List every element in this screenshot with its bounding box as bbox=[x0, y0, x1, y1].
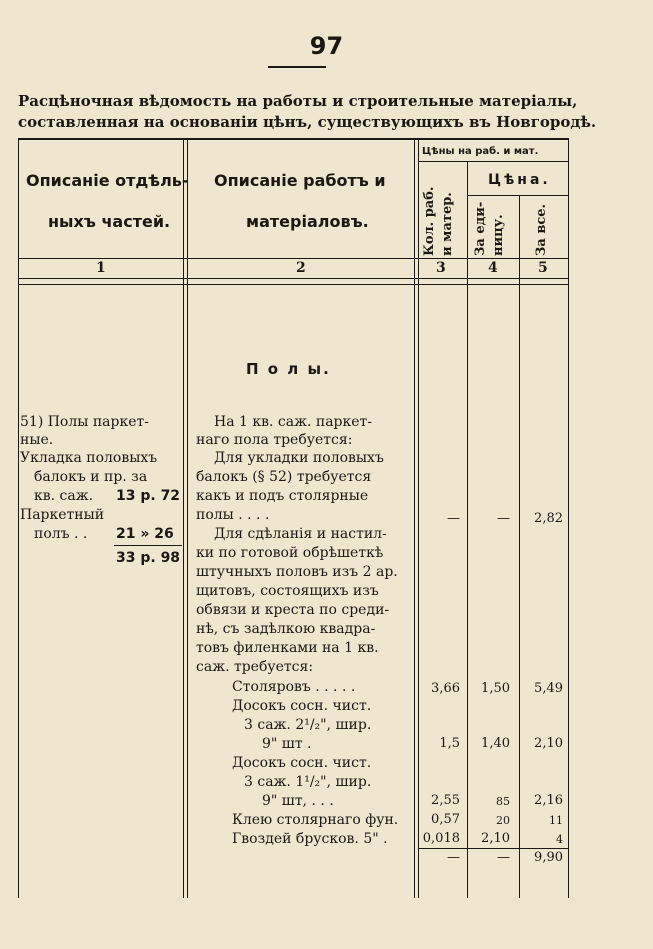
header-col3-line2: и матер. bbox=[440, 192, 455, 256]
num-polys-total: 2,82 bbox=[534, 511, 563, 526]
num-total-unit: — bbox=[497, 850, 510, 865]
num-polys-qty: — bbox=[447, 511, 460, 526]
price-rule bbox=[467, 195, 568, 196]
header-col4-line1: За еди- bbox=[473, 201, 488, 256]
col-number-4: 4 bbox=[488, 260, 498, 276]
numbers-rule-1 bbox=[18, 278, 568, 279]
num-kleyu-unit: 20 bbox=[496, 814, 510, 827]
num-stolyar-unit: 1,50 bbox=[481, 681, 510, 696]
left-line-6: Паркетный bbox=[20, 507, 105, 523]
header-col2-line2: матеріаловъ. bbox=[246, 212, 369, 231]
header-prices-group: Цѣны на раб. и мат. bbox=[422, 146, 539, 157]
col-number-1: 1 bbox=[96, 260, 106, 276]
mid-line-8: ки по готовой обрѣшеткѣ bbox=[196, 545, 384, 561]
numbers-rule-2 bbox=[18, 284, 568, 285]
mid-line-19: Досокъ сосн. чист. bbox=[232, 755, 372, 771]
table-top-rule bbox=[18, 138, 568, 140]
mid-line-9: штучныхъ половъ изъ 2 ар. bbox=[196, 564, 398, 580]
left-line-1: 51) Полы паркет- bbox=[20, 414, 150, 430]
num-gvozdey-qty: 0,018 bbox=[422, 831, 460, 846]
left-total-rule bbox=[114, 545, 182, 546]
left-line-5: кв. саж. bbox=[34, 488, 94, 504]
left-line-3: Укладка половыхъ bbox=[20, 450, 158, 466]
num-total-qty: — bbox=[447, 850, 460, 865]
col-rule-4 bbox=[519, 195, 520, 898]
left-value-1: 13 р. 72 bbox=[116, 488, 181, 504]
num-dosok2-unit: 85 bbox=[496, 795, 510, 808]
mid-line-10: щитовъ, состоящихъ изъ bbox=[196, 583, 379, 599]
col-rule-1 bbox=[183, 138, 184, 898]
col-number-5: 5 bbox=[538, 260, 548, 276]
left-value-2: 21 » 26 bbox=[116, 526, 174, 542]
header-col5: За все. bbox=[534, 203, 549, 256]
num-stolyar-qty: 3,66 bbox=[431, 681, 460, 696]
left-line-2: ные. bbox=[20, 432, 54, 448]
mid-line-3: Для укладки половыхъ bbox=[214, 450, 384, 466]
left-total: 33 р. 98 bbox=[116, 550, 181, 566]
section-title: П о л ы. bbox=[246, 360, 331, 378]
header-col4-line2: ницу. bbox=[491, 214, 506, 256]
num-dosok1-qty: 1,5 bbox=[439, 736, 460, 751]
mid-line-4: балокъ (§ 52) требуется bbox=[196, 469, 372, 485]
col-number-3: 3 bbox=[436, 260, 446, 276]
col-rule-5 bbox=[568, 138, 569, 898]
mid-line-12: нѣ, съ задѣлкою квадра- bbox=[196, 621, 376, 637]
header-price: Цѣна. bbox=[488, 172, 551, 188]
col-rule-0 bbox=[18, 138, 19, 898]
title-line-2: составленная на основаніи цѣнъ, существующихъ въ Новгородѣ. bbox=[18, 113, 597, 131]
prices-group-rule bbox=[418, 161, 568, 162]
num-dosok1-unit: 1,40 bbox=[481, 736, 510, 751]
mid-line-22: Клею столярнаго фун. bbox=[232, 812, 399, 828]
header-rule bbox=[18, 258, 568, 259]
num-stolyar-total: 5,49 bbox=[534, 681, 563, 696]
mid-line-1: На 1 кв. саж. паркет- bbox=[214, 414, 373, 430]
header-col1-line2: ныхъ частей. bbox=[48, 212, 171, 231]
num-gvozdey-total: 4 bbox=[556, 833, 563, 846]
mid-line-2: наго пола требуется: bbox=[196, 432, 353, 448]
header-col1-line1: Описаніе отдѣль- bbox=[26, 171, 189, 190]
page-number-rule bbox=[268, 66, 326, 68]
mid-line-18: 9" шт . bbox=[262, 736, 312, 752]
num-dosok1-total: 2,10 bbox=[534, 736, 563, 751]
num-gvozdey-unit: 2,10 bbox=[481, 831, 510, 846]
col-rule-2b bbox=[418, 138, 419, 898]
num-dosok2-qty: 2,55 bbox=[431, 793, 460, 808]
header-col2-line1: Описаніе работъ и bbox=[214, 171, 386, 190]
col-rule-1b bbox=[187, 138, 188, 898]
total-rule bbox=[418, 848, 568, 849]
left-line-7: полъ . . bbox=[34, 526, 88, 542]
col-rule-3 bbox=[467, 161, 468, 898]
num-polys-unit: — bbox=[497, 511, 510, 526]
mid-line-21: 9" шт, . . . bbox=[262, 793, 334, 809]
mid-line-17: 3 саж. 2¹/₂", шир. bbox=[244, 717, 372, 733]
mid-line-5: какъ и подъ столярные bbox=[196, 488, 369, 504]
mid-line-7: Для сдѣланія и настил- bbox=[214, 526, 387, 542]
left-line-4: балокъ и пр. за bbox=[34, 469, 148, 485]
col-number-2: 2 bbox=[296, 260, 306, 276]
num-total-total: 9,90 bbox=[534, 850, 563, 865]
num-kleyu-total: 11 bbox=[549, 814, 563, 827]
mid-line-15: Столяровъ . . . . . bbox=[232, 679, 356, 695]
title-line-1: Расцѣночная вѣдомость на работы и строительные матеріалы, bbox=[18, 92, 578, 110]
header-col3-line1: Кол. раб. bbox=[422, 186, 437, 256]
mid-line-20: 3 саж. 1¹/₂", шир. bbox=[244, 774, 372, 790]
mid-line-16: Досокъ сосн. чист. bbox=[232, 698, 372, 714]
mid-line-14: саж. требуется: bbox=[196, 659, 314, 675]
mid-line-23: Гвоздей брусков. 5" . bbox=[232, 831, 388, 847]
page-number: 97 bbox=[309, 32, 344, 60]
mid-line-13: товъ филенками на 1 кв. bbox=[196, 640, 379, 656]
mid-line-6: полы . . . . bbox=[196, 507, 270, 523]
num-dosok2-total: 2,16 bbox=[534, 793, 563, 808]
mid-line-11: обвязи и креста по среди- bbox=[196, 602, 390, 618]
col-rule-2 bbox=[414, 138, 415, 898]
num-kleyu-qty: 0,57 bbox=[431, 812, 460, 827]
